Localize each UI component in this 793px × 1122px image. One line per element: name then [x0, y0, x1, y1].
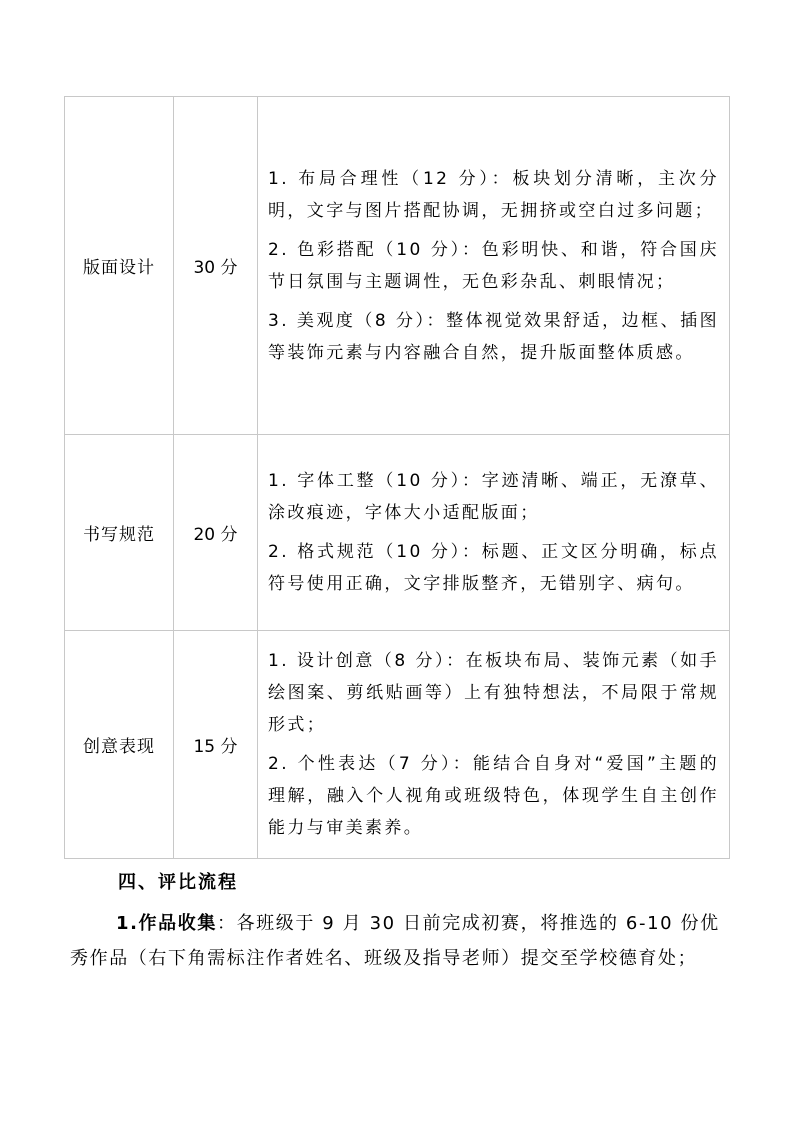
criterion-text: 1. 布局合理性（12 分）：板块划分清晰，主次分明，文字与图片搭配协调，无拥挤或空白过多问题；: [268, 168, 719, 221]
scoring-table: [64, 96, 730, 859]
item-cell: 版面设计: [65, 97, 174, 435]
score-cell: 15 分: [174, 631, 258, 859]
paragraph-body: ：各班级于 9 月 30 日前完成初赛，将推选的 6-10 份优秀作品（右下角需标注作者姓名、班级及指导老师）提交至学校德育处；: [70, 913, 720, 969]
criteria-cell: [258, 435, 730, 631]
criterion-text: 1. 字体工整（10 分）：字迹清晰、端正，无潦草、涂改痕迹，字体大小适配版面；: [268, 471, 719, 523]
score-cell: 20 分: [174, 435, 258, 631]
criterion-text: 2. 格式规范（10 分）：标题、正文区分明确，标点符号使用正确，文字排版整齐，无错别字、病句。: [268, 542, 719, 594]
body-paragraph: [70, 906, 720, 976]
criterion-text: 3. 美观度（8 分）：整体视觉效果舒适，边框、插图等装饰元素与内容融合自然，提升版面整体质感。: [268, 310, 719, 363]
criteria-cell: [258, 97, 730, 435]
paragraph-lead: 1.作品收集: [116, 913, 217, 934]
section-heading: 四、评比流程: [118, 872, 238, 893]
criterion-text: 2. 色彩搭配（10 分）：色彩明快、和谐，符合国庆节日氛围与主题调性，无色彩杂乱、刺眼情况；: [268, 239, 719, 292]
criterion-text: 2. 个性表达（7 分）：能结合自身对“爱国”主题的理解，融入个人视角或班级特色，体现学生自主创作能力与审美素养。: [268, 754, 719, 838]
table-row: [65, 97, 730, 435]
table-row: [65, 631, 730, 859]
table-row: [65, 435, 730, 631]
item-cell: 创意表现: [65, 631, 174, 859]
criterion-text: 1. 设计创意（8 分）：在板块布局、装饰元素（如手绘图案、剪纸贴画等）上有独特想法，不局限于常规形式；: [268, 651, 719, 735]
score-cell: 30 分: [174, 97, 258, 435]
criteria-cell: [258, 631, 730, 859]
item-cell: 书写规范: [65, 435, 174, 631]
